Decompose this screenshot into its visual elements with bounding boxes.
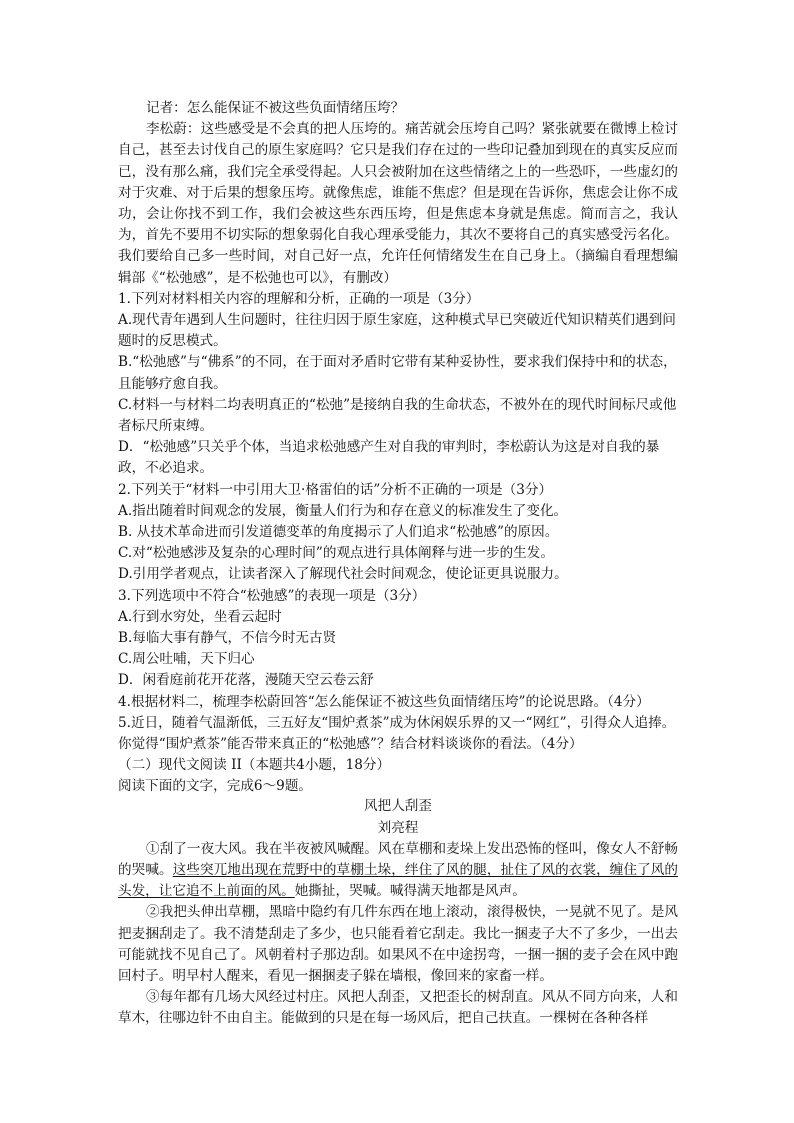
option-b: B.每临大事有静气，不信今时无古贤 — [118, 630, 337, 647]
story-paragraph-2: ②我把头伸出草棚，黑暗中隐约有几件东西在地上滚动，滚得极快，一晃就不见了。是风把麦捆刮走了。我不清楚刮走了多少，也只能看着它刮走。我比一捆麦子大不了多少，一出去可能就找不见自己了。风朝着村子那边刮。如果风不在中途拐弯，一捆一捆的麦子会在风中跑回村子。明早村人醒来，看见一捆捆麦子躲在墙根，像回来的家畜一样。 — [118, 904, 678, 984]
reporter-question: 记者：怎么能保证不被这些负面情绪压垮？ — [146, 100, 405, 116]
option-a: A.现代青年遇到人生问题时，往往归因于原生家庭，这种模式早已突破近代知识精英们遇到问题时的反思模式。 — [118, 312, 676, 350]
option-d: D．“松弛感”只关乎个体，当追求松弛感产生对自我的审判时，李松蔚认为这是对自我的暴政，不必追求。 — [118, 439, 660, 477]
paragraph-text: ①刮了一夜大风。我在半夜被风喊醒。风在草棚和麦垛上发出恐怖的怪叫，像女人不舒畅的哭喊。 — [118, 840, 678, 878]
question-2 — [118, 480, 678, 586]
option-c: C.周公吐哺，天下归心 — [118, 651, 255, 668]
section-heading: （二）现代文阅读 II（本题共4小题，18分） — [118, 757, 391, 774]
question-1 — [118, 289, 678, 480]
section-instruction: 阅读下面的文字，完成6～9题。 — [118, 777, 313, 794]
option-b: B. 从技术革命进而引发道德变革的角度揭示了人们追求“松弛感”的原因。 — [118, 524, 559, 541]
question-stem: 2.下列关于“材料一中引用大卫·格雷伯的话”分析不正确的一项是（3分） — [118, 481, 553, 498]
underlined-sentence: 这些突兀地出现在荒野中的草棚土垛，绊住了风的腿，扯住了风的衣裳，缠住了风的头发，让它追不上前面的风。 — [118, 861, 678, 900]
option-d: D.引用学者观点，让读者深入了解现代社会时间观念，使论证更具说服力。 — [118, 566, 568, 583]
option-b: B.“松弛感”与“佛系”的不同，在于面对矛盾时它带有某种妥协性，要求我们保持中和的状态，且能够疗愈自我。 — [118, 354, 677, 392]
document-page — [118, 98, 678, 1030]
option-c: C.材料一与材料二均表明真正的“松弛”是接纳自我的生命状态，不被外在的现代时间标尺或他者标尺所束缚。 — [118, 396, 677, 435]
question-4: 4.根据材料二，梳理李松蔚回答“怎么能保证不被这些负面情绪压垮”的论说思路。（4分） — [118, 693, 650, 710]
question-5: 5.近日，随着气温渐低，三五好友“围炉煮茶”成为休闲娱乐界的又一“网红”，引得众人追捧。你觉得“围炉煮茶”能否带来真正的“松弛感”？结合材料谈谈你的看法。（4分） — [118, 714, 676, 753]
question-stem: 3.下列选项中不符合“松弛感”的表现一项是（3分） — [118, 587, 426, 604]
option-a: A.行到水穷处，坐看云起时 — [118, 608, 282, 625]
option-c: C.对“松弛感涉及复杂的心理时间”的观点进行具体阐释与进一步的生发。 — [118, 545, 554, 562]
question-stem: 1.下列对材料相关内容的理解和分析，正确的一项是（3分） — [118, 290, 480, 307]
interview-answer: 李松蔚：这些感受是不会真的把人压垮的。痛苦就会压垮自己吗？紧张就要在微博上检讨自己，甚至去讨伐自己的原生家庭吗？它只是我们存在过的一些印记叠加到现在的真实反应而已，没有那么痛，我们完全承受得起。人只会被附加在这些情绪之上的一些恐吓，一些虚幻的对于灾难、对于后果的想象压垮。就像焦虑，谁能不焦虑？但是现在告诉你，焦虑会让你不成功，会让你找不到工作，我们会被这些东西压垮，但是焦虑本身就是焦虑。简而言之，我认为，首先不要用不切实际的想象弱化自我心理承受能力，其次不要将自己的真实感受污名化。我们要给自己多一些时间，对自己好一点，允许任何情绪发生在自己身上。（摘编自看理想编辑部《“松弛感”，是不松弛也可以》，有删改） — [118, 121, 678, 286]
question-3 — [118, 586, 678, 692]
story-title: 风把人刮歪 — [364, 798, 432, 815]
story-author: 刘亮程 — [377, 819, 419, 836]
option-d: D．闲看庭前花开花落，漫随天空云卷云舒 — [118, 672, 374, 689]
paragraph-text: 她撕扯，哭喊。喊得满天地都是风声。 — [294, 883, 526, 900]
story-paragraph-1 — [118, 839, 678, 903]
story-paragraph-3: ③每年都有几场大风经过村庄。风把人刮歪，又把歪长的树刮直。风从不同方向来，人和草木，往哪边针不由自主。能做到的只是在每一场风后，把自己扶直。一棵树在各种各样 — [118, 989, 678, 1027]
option-a: A.指出随着时间观念的发展，衡量人们行为和存在意义的标准发生了变化。 — [118, 502, 568, 519]
